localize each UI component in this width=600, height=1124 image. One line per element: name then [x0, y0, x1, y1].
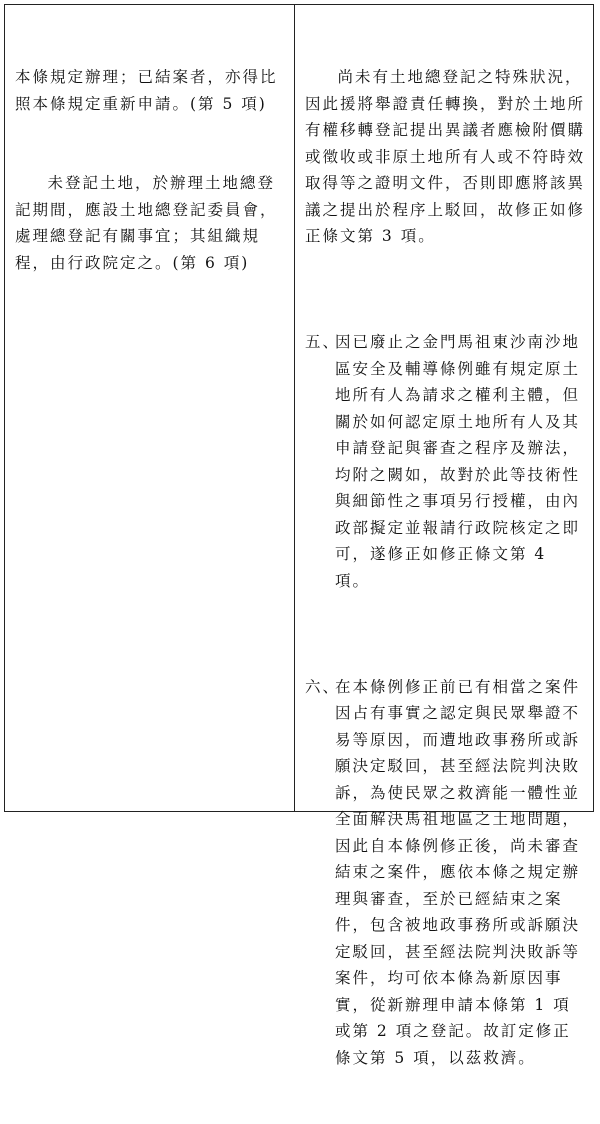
document-table — [4, 4, 594, 1067]
right-continuation-paragraph: 尚未有土地總登記之特殊狀況，因此援將舉證責任轉換，對於土地所有權移轉登記提出異議者應檢附價購或徵收或非原土地所有人或不符時效取得等之證明文件，否則即應將該異議之提出於程序上駁回，故修正如修正條文第 3 項。 — [305, 68, 586, 245]
column-divider — [294, 5, 295, 811]
item-5-text: 因已廢止之金門馬祖東沙南沙地區安全及輔導條例雖有規定原土地所有人為請求之權利主體，但關於如何認定原土地所有人及其申請登記與審查之程序及辦法，均附之闕如，故對於此等技術性與細節性之事項另行授權，由內政部擬定並報請行政院核定之即可，遂修正如修正條文第 4 項。 — [335, 333, 581, 590]
explanation-item-6 — [305, 674, 588, 1072]
left-paragraph-2: 未登記土地，於辦理土地總登記期間，應設土地總登記委員會，處理總登記有關事宜；其組織規程，由行政院定之。(第 6 項) — [15, 174, 278, 272]
item-6-text: 在本條例修正前已有相當之案件因占有事實之認定與民眾舉證不易等原因，而遭地政事務所或訴願決定駁回，甚至經法院判決敗訴，為使民眾之救濟能一體性並全面解決馬祖地區之土地問題，因此自本條例修正後，尚未審查結束之案件，應依本條之規定辦理與審查，至於已經結束之案件，包含被地政事務所或訴願決定駁回，甚至經法院判決敗訴等案件，均可依本條為新原因事實，從新辦理申請本條第 1 項或第 2 項之登記。故訂定修正條文第 5 項，以茲救濟。 — [335, 677, 581, 1067]
item-5-marker: 五、 — [305, 333, 341, 351]
item-6-marker: 六、 — [305, 677, 341, 696]
explanation-item-5 — [305, 329, 588, 594]
right-column — [305, 11, 588, 1124]
left-column — [15, 11, 285, 329]
left-paragraph-1: 本條規定辦理；已結案者，亦得比照本條規定重新申請。(第 5 項) — [15, 68, 278, 113]
